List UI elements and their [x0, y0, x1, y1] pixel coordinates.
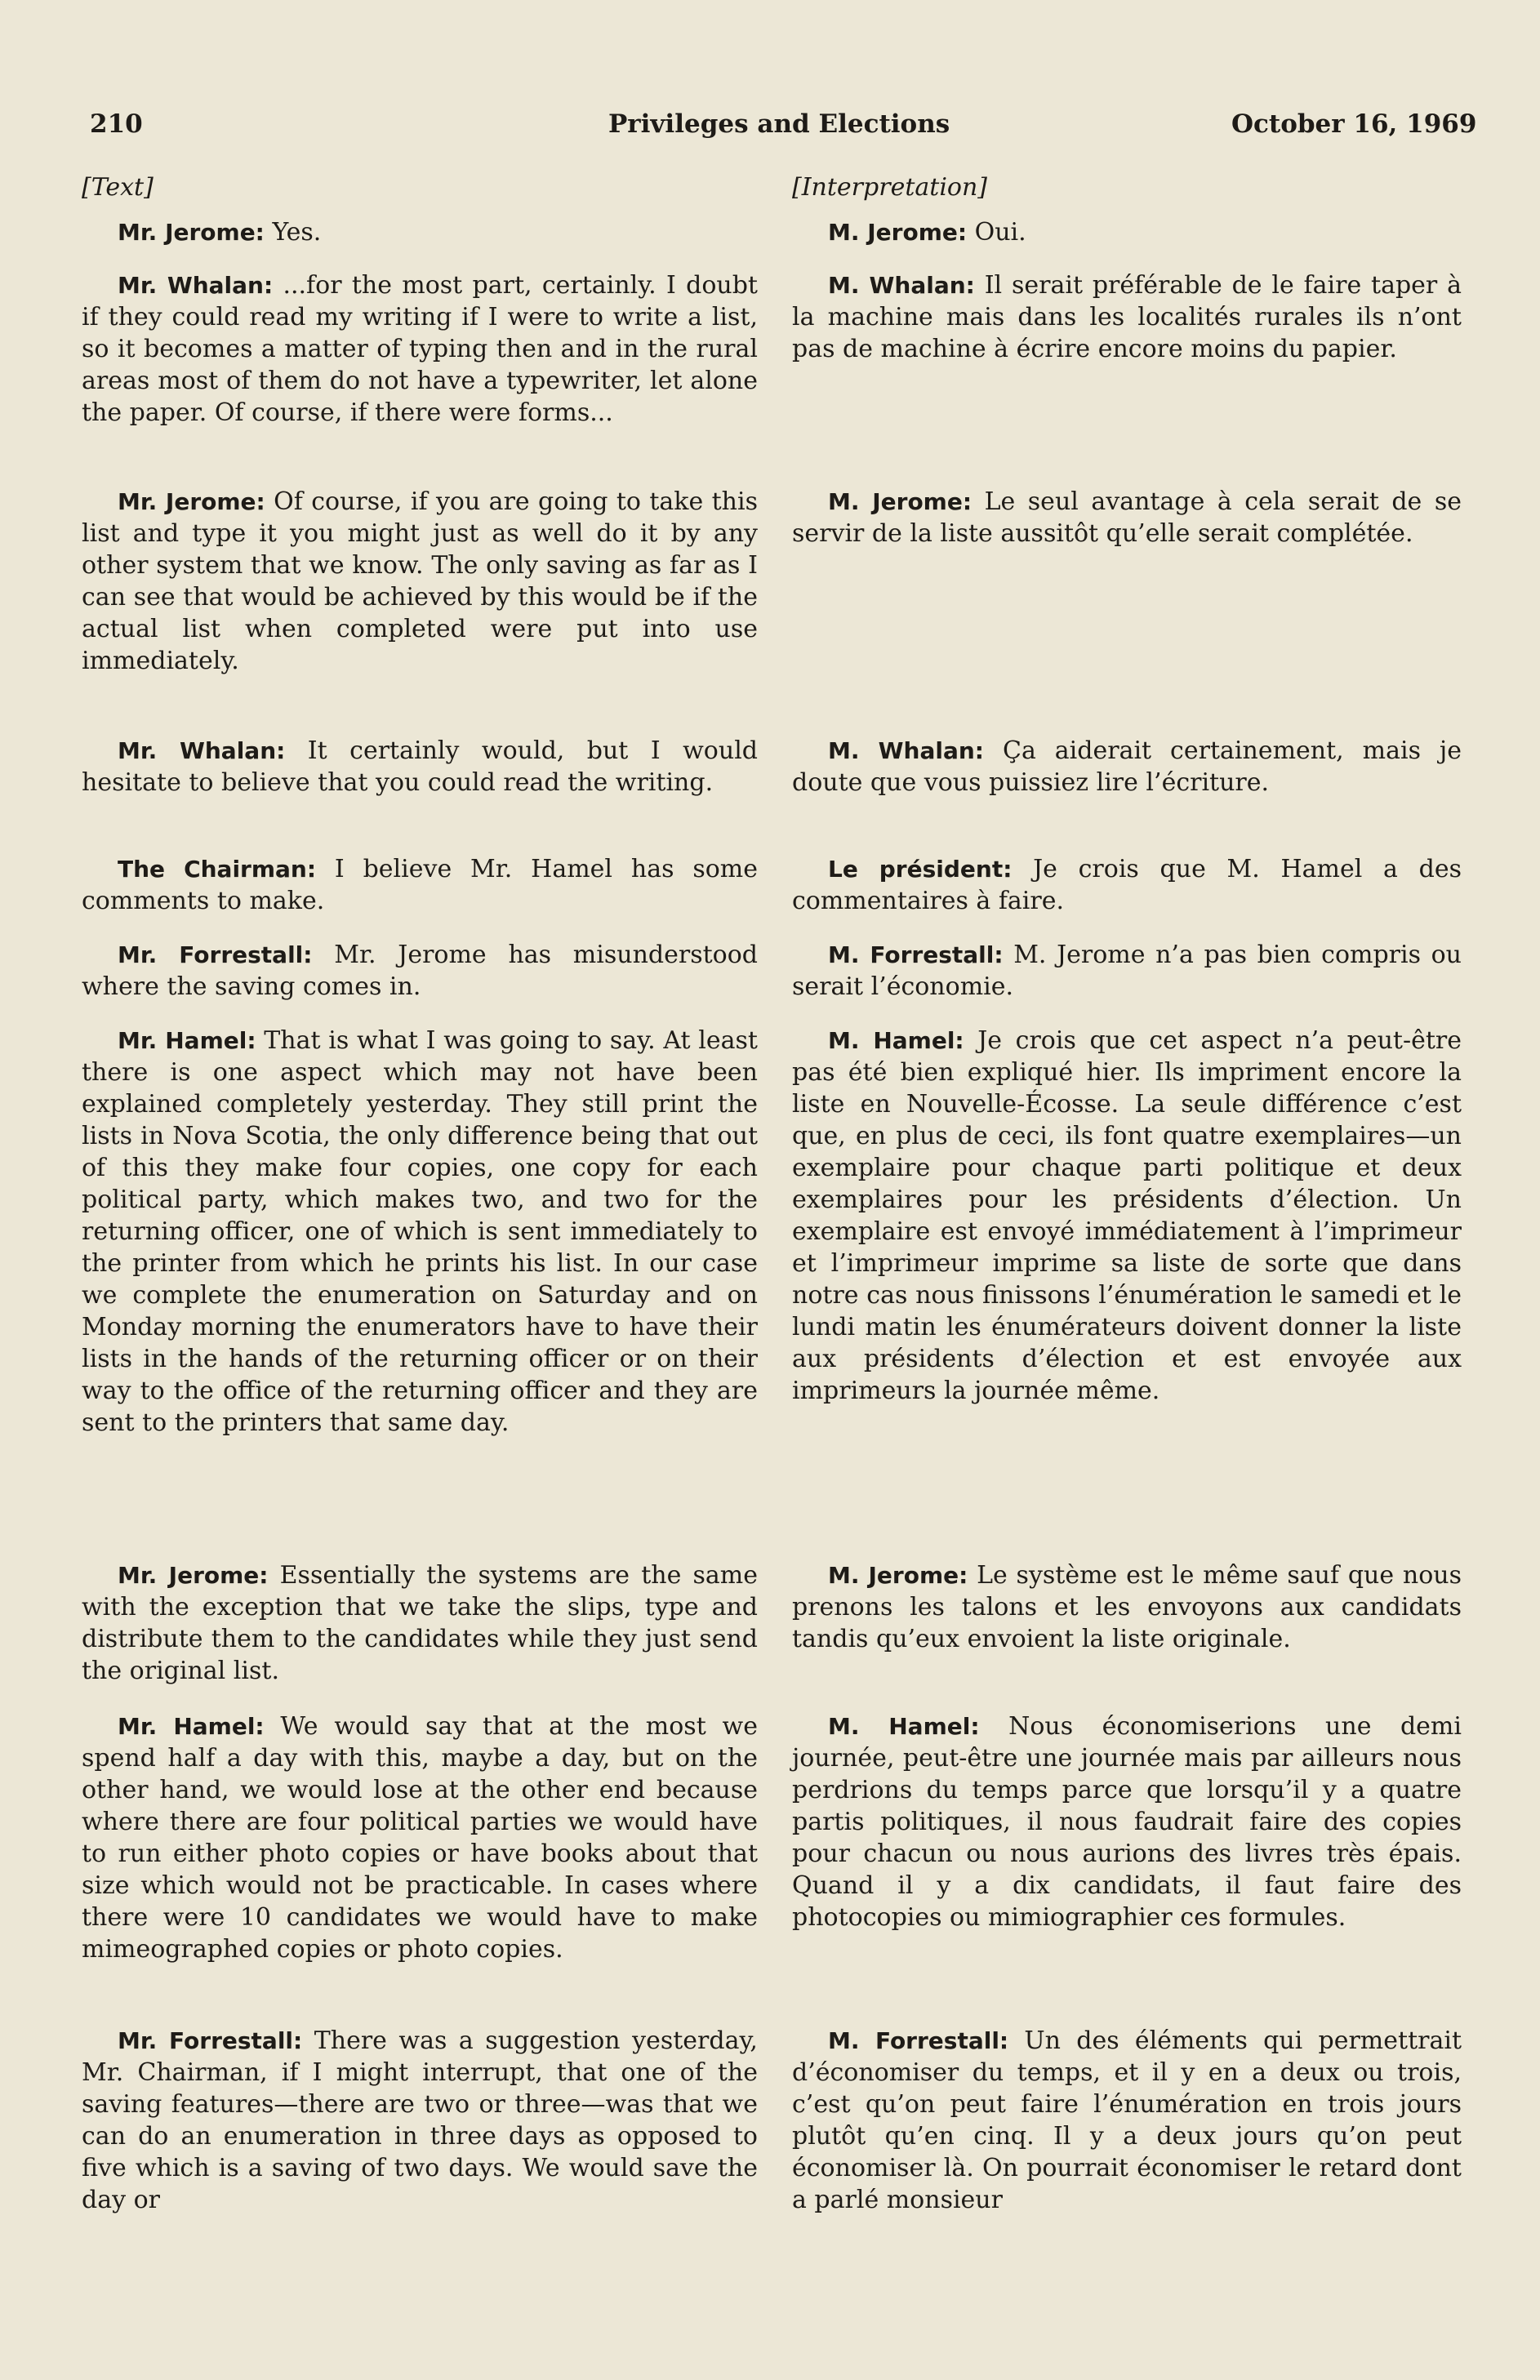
paragraph: [82, 853, 758, 917]
paragraph: [792, 735, 1462, 799]
speaker: Mr. Hamel:: [118, 1713, 265, 1740]
speaker: Mr. Hamel:: [118, 1027, 256, 1054]
speech-text: Mr. Jerome has misunderstood where the saving comes in.: [82, 941, 758, 1001]
speaker: Mr. Whalan:: [118, 272, 274, 299]
paragraph: [82, 2025, 758, 2216]
page-header: [0, 98, 1540, 147]
speech-text: We would say that at the most we spend half a day with this, maybe a day, but on the other hand, we would lose at the other end because where there are four political parties we would have to run either photo copies or have books about that size which would not be practicable. In cases where there were 10 candidates we would have to make mimeographed copies or photo copies.: [82, 1712, 758, 1964]
speaker: Mr. Jerome:: [118, 1562, 269, 1589]
paragraph: [82, 1710, 758, 1965]
speech-text: Oui.: [974, 218, 1026, 247]
paragraph: [792, 486, 1462, 549]
paragraph: [792, 1559, 1462, 1655]
speaker: M. Jerome:: [828, 219, 968, 246]
paragraph: [82, 735, 758, 799]
french-column: [792, 171, 1462, 2214]
speech-text: Ça aiderait certainement, mais je doute que vous puissiez lire l’écriture.: [792, 736, 1462, 797]
speech-text: It certainly would, but I would hesitate to believe that you could read the writing.: [82, 736, 758, 797]
speaker: Mr. Forrestall:: [118, 941, 313, 968]
paragraph: [82, 1025, 758, 1439]
speaker: M. Forrestall:: [828, 2027, 1009, 2054]
speaker: M. Whalan:: [828, 737, 985, 764]
speech-text: Un des éléments qui permettrait d’économiser du temps, et il y en a deux ou trois, c’est qu’on peut faire l’énumération en trois jours plutôt qu’en cinq. Il y a deux jours qu’on peut économiser là. On pourrait économiser le retard dont a parlé monsieur: [792, 2026, 1462, 2214]
paragraph: [82, 269, 758, 429]
page-number: 210: [90, 109, 143, 139]
paragraph: [792, 269, 1462, 365]
speech-text: Le système est le même sauf que nous prenons les talons et les envoyons aux candidats tandis qu’eux envoient la liste originale.: [792, 1561, 1462, 1653]
paragraph: [792, 1710, 1462, 1933]
paragraph: [82, 1559, 758, 1687]
speech-text: That is what I was going to say. At least there is one aspect which may not have been explained completely yesterday. They still print the lists in Nova Scotia, the only difference being that out of this they make four copies, one copy for each political party, which makes two, and two for the returning officer, one of which is sent immediately to the printer from which he prints his list. In our case we complete the enumeration on Saturday and on Monday morning the enumerators have to have their lists in the hands of the returning officer or on their way to the office of the returning officer and they are sent to the printers that same day.: [82, 1026, 758, 1437]
paragraph: [82, 486, 758, 677]
english-column: [82, 171, 758, 2214]
speaker: M. Hamel:: [828, 1713, 980, 1740]
speaker: M. Whalan:: [828, 272, 975, 299]
speaker: M. Hamel:: [828, 1027, 964, 1054]
speaker: Mr. Whalan:: [118, 737, 286, 764]
speech-text: Nous économiserions une demi journée, peut-être une journée mais par ailleurs nous perdrions du temps parce que lorsqu’il y a quatre partis politiques, il nous faudrait faire des copies pour chacun ou nous aurions des livres très épais. Quand il y a dix candidats, il faut faire des photocopies ou mimiographier ces formules.: [792, 1712, 1462, 1932]
paragraph: [82, 939, 758, 1003]
running-title: Privileges and Elections: [608, 109, 950, 139]
header-date: October 16, 1969: [1231, 109, 1477, 139]
speaker: The Chairman:: [118, 856, 317, 883]
speaker: Mr. Jerome:: [118, 488, 265, 515]
speech-text: There was a suggestion yesterday, Mr. Chairman, if I might interrupt, that one of the saving features—there are two or three—was that we can do an enumeration in three days as opposed to five which is a saving of two days. We would save the day or: [82, 2026, 758, 2214]
speech-text: Il serait préférable de le faire taper à la machine mais dans les localités rurales ils n’ont pas de machine à écrire encore moins du papier.: [792, 271, 1462, 363]
paragraph: [792, 1025, 1462, 1407]
speaker: M. Jerome:: [828, 488, 973, 515]
speaker: Le président:: [828, 856, 1013, 883]
speech-text: Yes.: [272, 218, 322, 247]
speech-text: Je crois que cet aspect n’a peut-être pas été bien expliqué hier. Ils impriment encore la liste en Nouvelle-Écosse. La seule différence c’est que, en plus de ceci, ils font quatre exemplaires—un exemplaire pour chaque parti politique et deux exemplaires pour les présidents d’élection. Un exemplaire est envoyé immédiatement à l’imprimeur et l’imprimeur imprime sa liste de sorte que dans notre cas nous finissons l’énumération le samedi et le lundi matin les énumérateurs doivent donner la liste aux présidents d’élection et est envoyée aux imprimeurs la journée même.: [792, 1026, 1462, 1405]
column-label: [Text]: [82, 173, 154, 202]
paragraph: [82, 216, 758, 248]
speech-text: ...for the most part, certainly. I doubt if they could read my writing if I were to write a list, so it becomes a matter of typing then and in the rural areas most of them do not have a typewriter, let alone the paper. Of course, if there were forms...: [82, 271, 758, 427]
speech-text: Je crois que M. Hamel a des commentaires à faire.: [792, 855, 1462, 915]
paragraph: [792, 853, 1462, 917]
speech-text: Le seul avantage à cela serait de se servir de la liste aussitôt qu’elle serait complétée.: [792, 487, 1462, 548]
speaker: Mr. Jerome:: [118, 219, 265, 246]
paragraph: [792, 2025, 1462, 2216]
speaker: Mr. Forrestall:: [118, 2027, 303, 2054]
paragraph: [792, 939, 1462, 1003]
speech-text: Of course, if you are going to take this list and type it you might just as well do it by any other system that we know. The only saving as far as I can see that would be achieved by this would be if the actual list when completed were put into use immediately.: [82, 487, 758, 675]
speech-text: I believe Mr. Hamel has some comments to make.: [82, 855, 758, 915]
paragraph: [792, 216, 1462, 248]
column-label: [Interpretation]: [792, 173, 988, 202]
speaker: M. Jerome:: [828, 1562, 968, 1589]
speech-text: Essentially the systems are the same with the exception that we take the slips, type and distribute them to the candidates while they just send the original list.: [82, 1561, 758, 1685]
speech-text: M. Jerome n’a pas bien compris ou serait l’économie.: [792, 941, 1462, 1001]
speaker: M. Forrestall:: [828, 941, 1004, 968]
